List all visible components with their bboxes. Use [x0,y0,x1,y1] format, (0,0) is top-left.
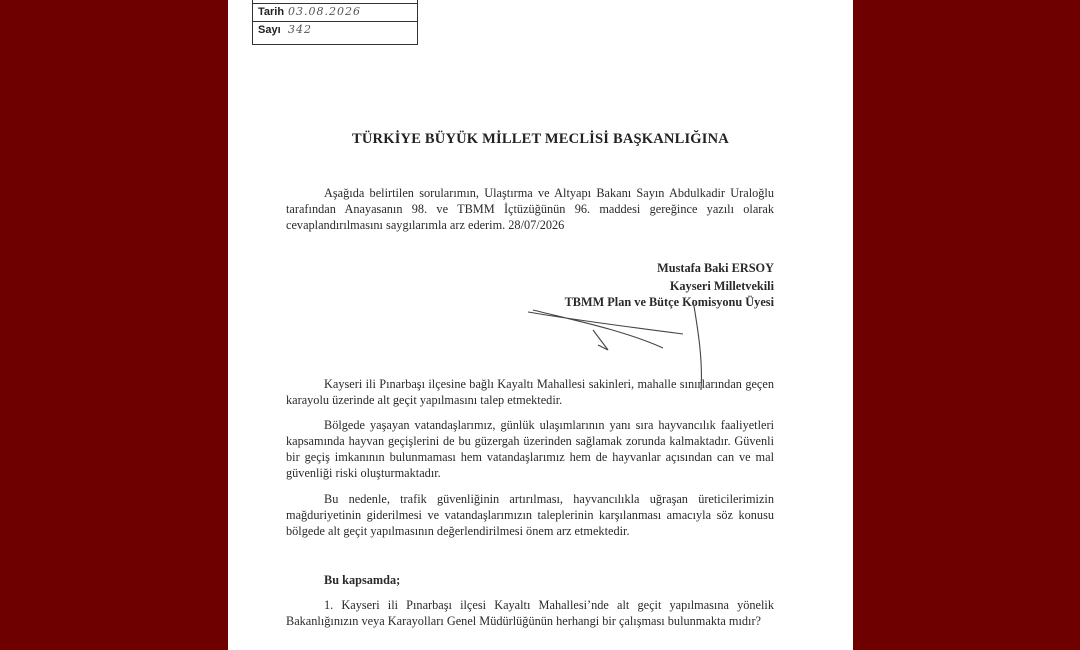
stamp-number-value: 342 [288,23,312,36]
question-1: 1. Kayseri ili Pınarbaşı ilçesi Kayaltı Mahallesi’nde alt geçit yapılmasına yönelik Bakanlığınızın veya Karayolları Genel Müdürlüğünün herhangi bir çalışması bulunmakta mıdır? [286,598,774,628]
registry-stamp [252,0,418,45]
signer-name: Mustafa Baki ERSOY [657,261,774,275]
intro-paragraph: Aşağıda belirtilen sorularımın, Ulaştırma ve Altyapı Bakanı Sayın Abdulkadir Uraloğlu tarafından Anayasanın 98. ve TBMM İçtüzüğünün 96. maddesi gereğince yazılı olarak cevaplandırılmasını saygılarımla arz ederim. 28/07/2026 [286,186,774,232]
stamp-number-label: Sayı [258,24,281,36]
paragraph-2: Bölgede yaşayan vatandaşlarımız, günlük ulaşımlarının yanı sıra hayvancılık faaliyetleri kapsamında hayvan geçişlerini de bu güzergah üzerinden sağlamak zorunda kalmaktadır. Güvenli bir geçiş imkanının bulunmaması hem vatandaşlarımız hem de hayvanlar açısından can ve mal güvenliği riski oluşturmaktadır. [286,418,774,480]
stamp-date-label: Tarih [258,6,285,18]
document-title: TÜRKİYE BÜYÜK MİLLET MECLİSİ BAŞKANLIĞINA [352,131,729,147]
scope-heading: Bu kapsamda; [324,573,401,587]
stamp-date-value: 03.08.2026 [288,5,361,18]
signer-title: Kayseri Milletvekili [669,279,774,293]
signer-role: TBMM Plan ve Bütçe Komisyonu Üyesi [564,295,774,309]
paragraph-1: Kayseri ili Pınarbaşı ilçesine bağlı Kayaltı Mahallesi sakinleri, mahalle sınırlarından geçen karayolu üzerinde alt geçit yapılmasını talep etmektedir. [286,377,774,407]
document-page [228,0,853,650]
paragraph-3: Bu nedenle, trafik güvenliğinin artırılması, hayvancılıkla uğraşan üreticilerimizin mağduriyetinin giderilmesi ve vatandaşlarımızın taleplerinin karşılanması amacıyla söz konusu bölgede alt geçit yapılmasının değerlendirilmesi önem arz etmektedir. [286,492,774,538]
